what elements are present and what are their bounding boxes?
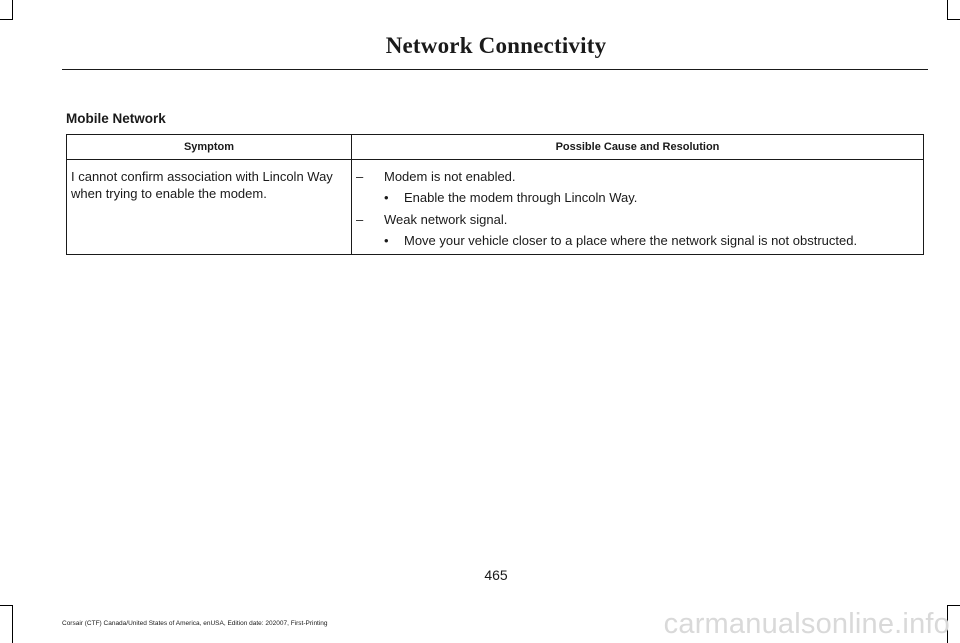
resolution-text: Enable the modem through Lincoln Way. (404, 190, 638, 205)
cause-text: Weak network signal. (384, 212, 508, 227)
page-title: Network Connectivity (385, 33, 607, 58)
cause-text: Modem is not enabled. (384, 169, 516, 184)
bullet-marker: • (384, 233, 389, 248)
resolution-item (356, 232, 919, 249)
symptom-cell: I cannot confirm association with Lincoln Way when trying to enable the modem. (67, 160, 352, 255)
column-header-symptom: Symptom (67, 135, 352, 160)
crop-mark-top-right (947, 0, 948, 20)
crop-mark-bottom-left (12, 605, 13, 643)
column-header-resolution: Possible Cause and Resolution (352, 135, 924, 160)
section-heading: Mobile Network (66, 111, 166, 126)
resolution-text: Move your vehicle closer to a place where the network signal is not obstructed. (404, 233, 858, 248)
resolution-item (356, 189, 919, 206)
dash-marker: – (356, 169, 364, 184)
troubleshooting-table (66, 134, 924, 255)
crop-mark-bottom-right (947, 605, 960, 606)
crop-mark-top-left (0, 19, 13, 20)
bullet-marker: • (384, 190, 389, 205)
watermark: carmanualsonline.info (663, 608, 950, 640)
header-divider (62, 69, 928, 70)
cause-item (356, 211, 919, 228)
dash-marker: – (356, 212, 364, 227)
table-row (67, 160, 924, 255)
crop-mark-top-left (12, 0, 13, 20)
cause-item (356, 168, 919, 185)
table-header-row (67, 135, 924, 160)
edition-footer: Corsair (CTF) Canada/United States of America, enUSA, Edition date: 202007, First-Printing (62, 620, 328, 627)
crop-mark-bottom-left (0, 605, 13, 606)
crop-mark-top-right (947, 19, 960, 20)
resolution-cell (352, 160, 924, 255)
page-number: 465 (484, 567, 508, 583)
